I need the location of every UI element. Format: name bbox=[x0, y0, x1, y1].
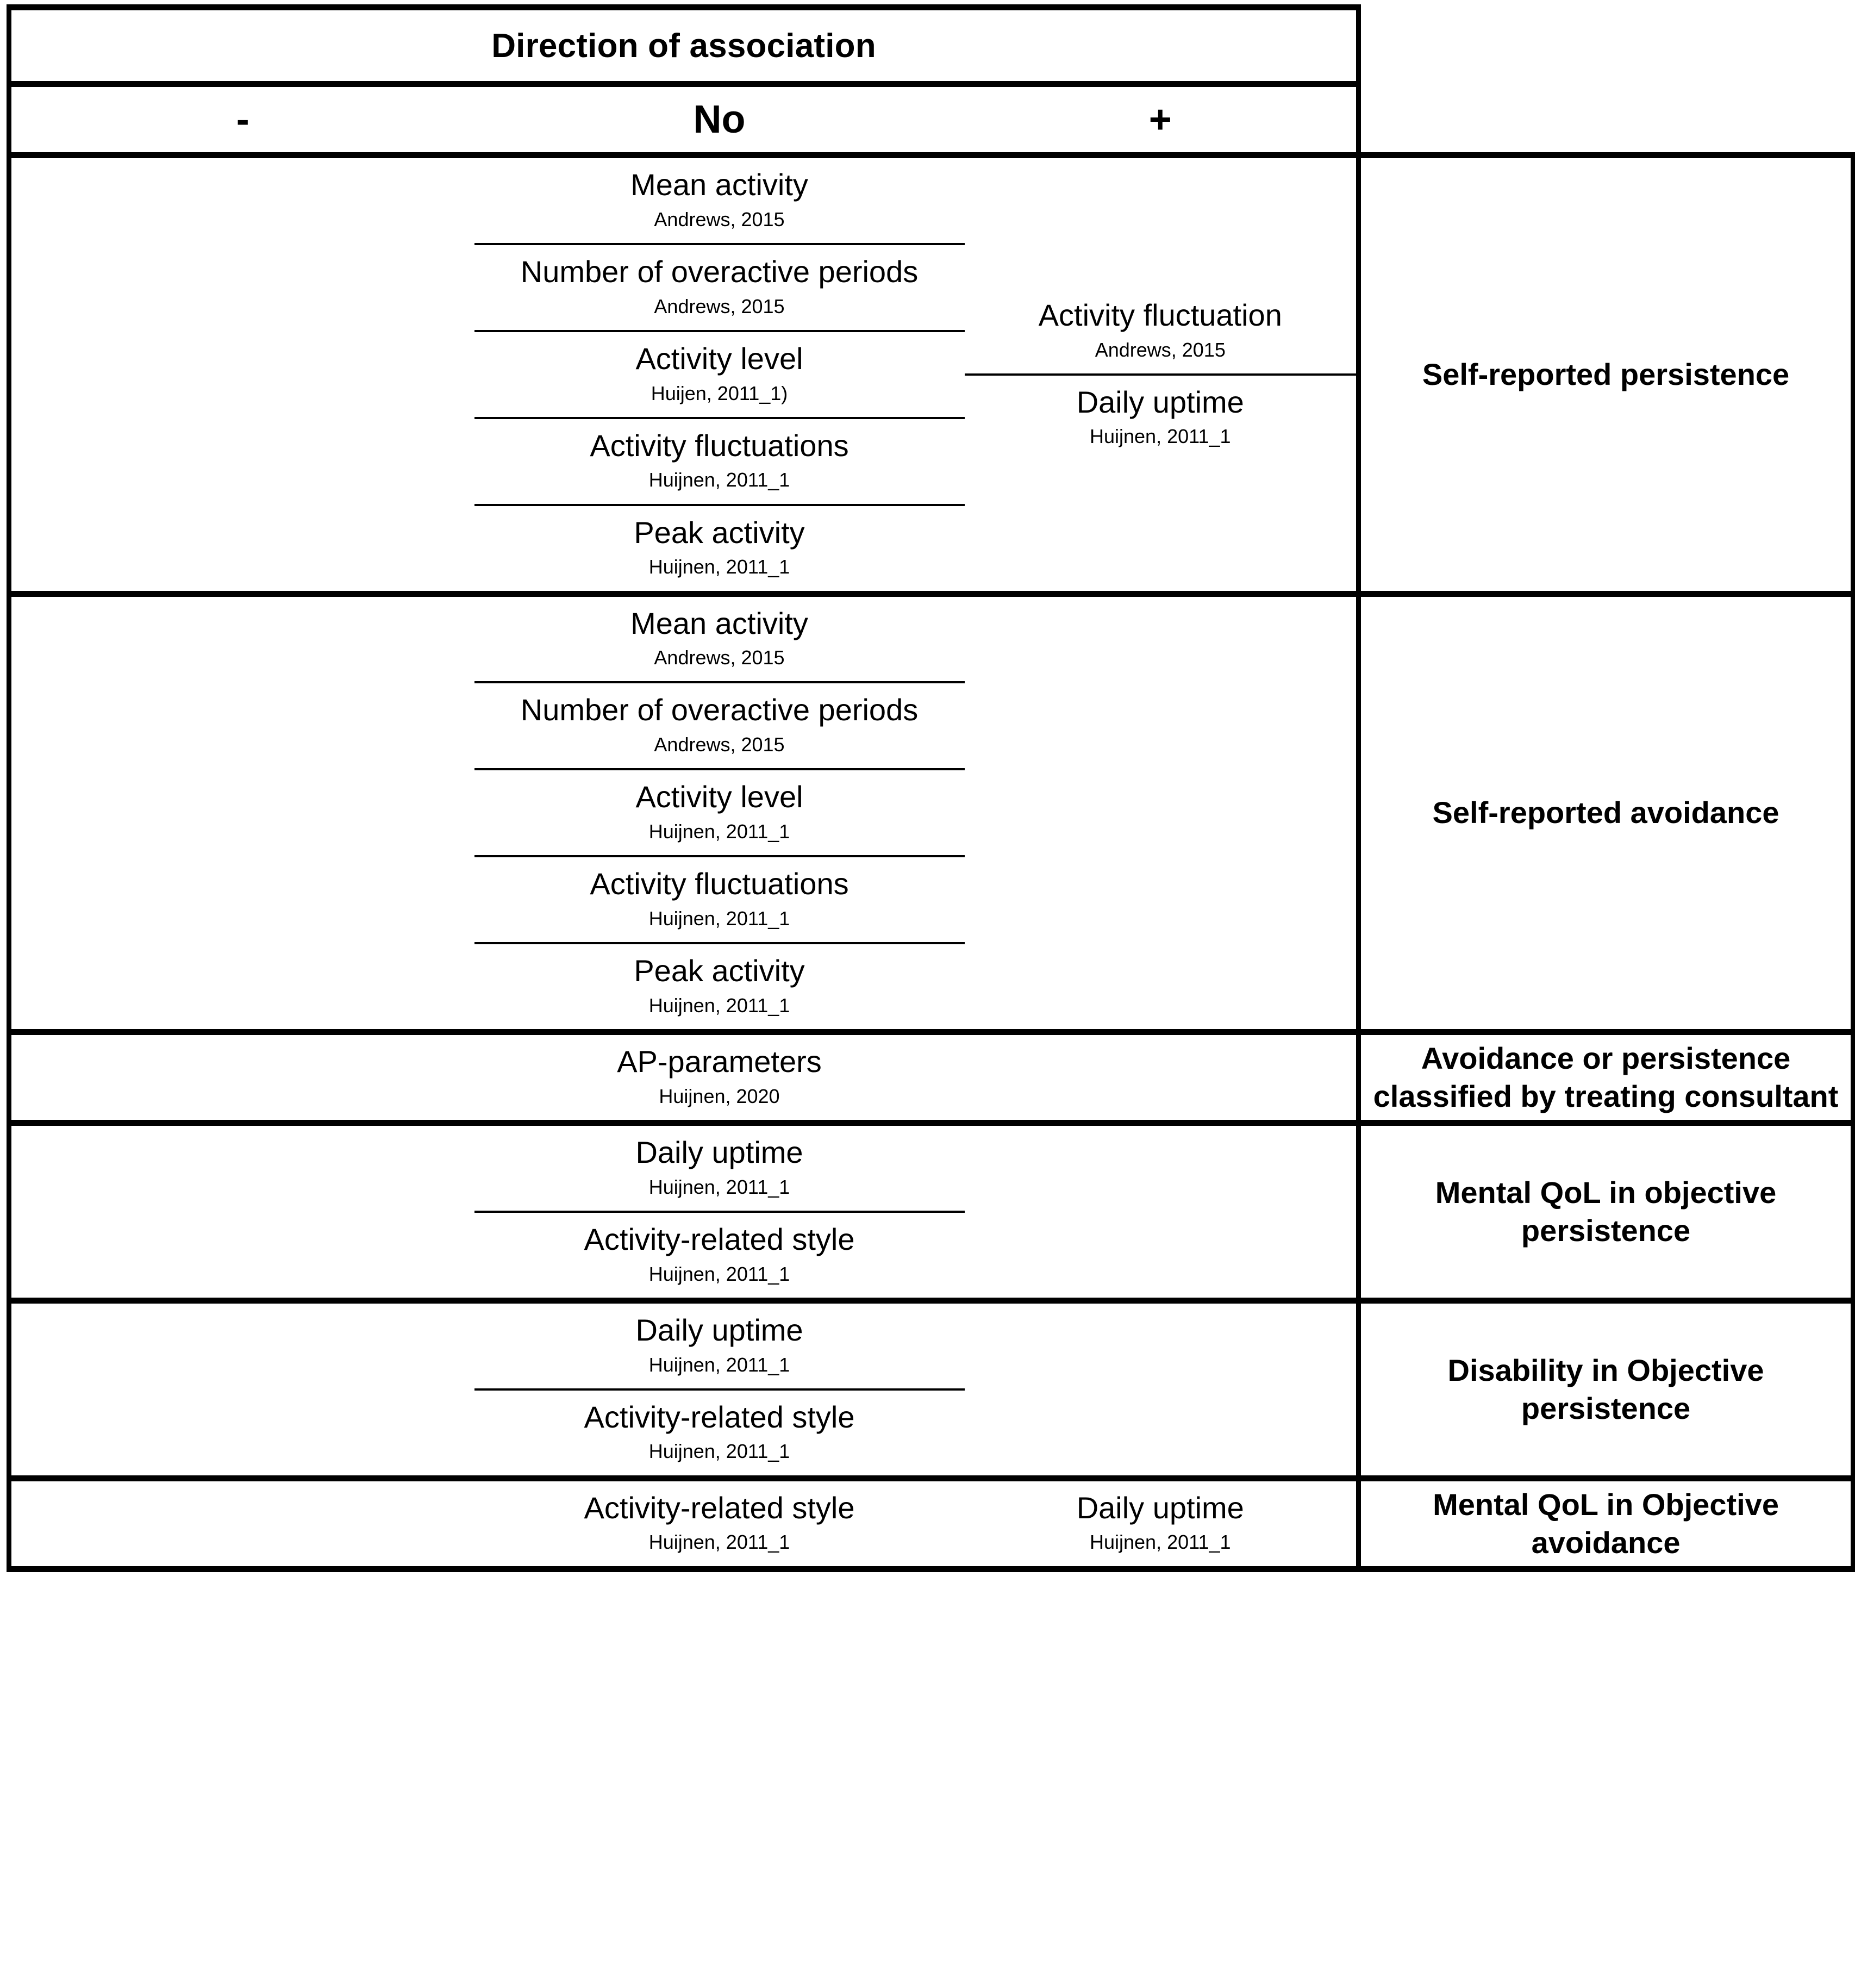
item-label: Activity level bbox=[635, 341, 803, 376]
cell-positive-5 bbox=[965, 1478, 1359, 1569]
outcome-label-3: Mental QoL in objective persistence bbox=[1359, 1123, 1853, 1300]
cell-negative-4 bbox=[9, 1300, 474, 1478]
item-label: Activity-related style bbox=[584, 1490, 855, 1525]
list-item-cell bbox=[474, 943, 965, 1029]
item-citation: Andrews, 2015 bbox=[654, 208, 785, 230]
cell-negative-2 bbox=[9, 1032, 474, 1123]
item-citation: Huijnen, 2011_1 bbox=[648, 469, 790, 491]
list-item-cell bbox=[474, 1126, 965, 1212]
cell-positive-0 bbox=[965, 155, 1359, 594]
cell-none-4-stack bbox=[474, 1304, 965, 1475]
item-label: Activity-related style bbox=[584, 1222, 855, 1256]
cell-none-0-stack bbox=[474, 158, 965, 591]
cell-none-2 bbox=[474, 1032, 965, 1123]
column-header-positive: + bbox=[965, 84, 1359, 155]
list-item-cell bbox=[474, 1481, 965, 1566]
table-header-row-direction bbox=[9, 84, 1853, 155]
cell-negative-5 bbox=[9, 1478, 474, 1569]
list-item-cell bbox=[474, 682, 965, 769]
item-citation: Huijnen, 2011_1 bbox=[648, 994, 790, 1017]
outcome-label-0: Self-reported persistence bbox=[1359, 155, 1853, 594]
list-item bbox=[474, 597, 965, 683]
item-label: Peak activity bbox=[634, 515, 805, 550]
list-item bbox=[474, 244, 965, 331]
item-label: Daily uptime bbox=[635, 1312, 803, 1347]
list-item-cell bbox=[474, 1389, 965, 1475]
cell-negative-0 bbox=[9, 155, 474, 594]
item-label: Mean activity bbox=[630, 167, 808, 202]
cell-none-0 bbox=[474, 155, 965, 594]
list-item-cell bbox=[474, 1035, 965, 1120]
table-row bbox=[9, 1123, 1853, 1300]
table-row bbox=[9, 1032, 1853, 1123]
cell-none-5-stack bbox=[474, 1481, 965, 1566]
table-container bbox=[7, 4, 1851, 1572]
item-citation: Huijnen, 2011_1 bbox=[648, 907, 790, 930]
cell-negative-3 bbox=[9, 1123, 474, 1300]
outcome-label-5: Mental QoL in Objective avoidance bbox=[1359, 1478, 1853, 1569]
list-item bbox=[474, 1389, 965, 1475]
cell-none-3 bbox=[474, 1123, 965, 1300]
item-label: Daily uptime bbox=[635, 1135, 803, 1169]
list-item-cell bbox=[474, 244, 965, 331]
cell-positive-1 bbox=[965, 594, 1359, 1032]
list-item-cell bbox=[474, 505, 965, 591]
direction-of-association-table bbox=[7, 4, 1855, 1572]
item-citation: Andrews, 2015 bbox=[1095, 338, 1226, 361]
cell-none-1-stack bbox=[474, 597, 965, 1030]
list-item-cell bbox=[965, 289, 1357, 375]
header-blank-cell bbox=[1359, 8, 1853, 84]
item-label: AP-parameters bbox=[617, 1044, 822, 1079]
list-item bbox=[474, 1304, 965, 1389]
item-citation: Huijen, 2011_1) bbox=[651, 382, 788, 404]
outcome-label-2: Avoidance or persistence classified by treating consultant bbox=[1359, 1032, 1853, 1123]
item-citation: Huijnen, 2011_1 bbox=[648, 1440, 790, 1463]
cell-none-4 bbox=[474, 1300, 965, 1478]
list-item bbox=[474, 1035, 965, 1120]
table-row bbox=[9, 594, 1853, 1032]
list-item-cell bbox=[474, 1212, 965, 1298]
list-item bbox=[474, 158, 965, 244]
cell-positive-5-stack bbox=[965, 1481, 1357, 1566]
cell-positive-3 bbox=[965, 1123, 1359, 1300]
list-item bbox=[965, 289, 1357, 375]
item-label: Activity fluctuations bbox=[590, 428, 849, 463]
outcome-label-4: Disability in Objective persistence bbox=[1359, 1300, 1853, 1478]
table-row bbox=[9, 155, 1853, 594]
list-item-cell bbox=[965, 375, 1357, 460]
list-item bbox=[474, 331, 965, 418]
item-citation: Huijnen, 2011_1 bbox=[1089, 1531, 1231, 1554]
cell-none-3-stack bbox=[474, 1126, 965, 1298]
column-header-none: No bbox=[474, 84, 965, 155]
item-label: Number of overactive periods bbox=[520, 254, 919, 289]
list-item bbox=[965, 1481, 1357, 1566]
list-item-cell bbox=[474, 597, 965, 683]
item-label: Daily uptime bbox=[1076, 384, 1244, 419]
list-item bbox=[474, 682, 965, 769]
item-citation: Huijnen, 2011_1 bbox=[1089, 425, 1231, 448]
list-item bbox=[474, 1212, 965, 1298]
list-item bbox=[474, 1126, 965, 1212]
list-item bbox=[474, 1481, 965, 1566]
item-citation: Huijnen, 2020 bbox=[659, 1085, 780, 1107]
item-citation: Andrews, 2015 bbox=[654, 733, 785, 756]
table-row bbox=[9, 1300, 1853, 1478]
cell-negative-1 bbox=[9, 594, 474, 1032]
item-label: Activity-related style bbox=[584, 1399, 855, 1434]
item-citation: Huijnen, 2011_1 bbox=[648, 1531, 790, 1554]
item-citation: Huijnen, 2011_1 bbox=[648, 820, 790, 843]
item-citation: Andrews, 2015 bbox=[654, 295, 785, 317]
cell-none-2-stack bbox=[474, 1035, 965, 1120]
cell-positive-0-stack bbox=[965, 289, 1357, 460]
list-item bbox=[965, 375, 1357, 460]
item-label: Number of overactive periods bbox=[520, 693, 919, 727]
list-item bbox=[474, 856, 965, 943]
list-item-cell bbox=[474, 856, 965, 943]
item-citation: Huijnen, 2011_1 bbox=[648, 556, 790, 578]
outcome-label-1: Self-reported avoidance bbox=[1359, 594, 1853, 1032]
list-item bbox=[474, 505, 965, 591]
cell-positive-4 bbox=[965, 1300, 1359, 1478]
table-row bbox=[9, 1478, 1853, 1569]
list-item bbox=[474, 943, 965, 1029]
cell-positive-2 bbox=[965, 1032, 1359, 1123]
item-label: Mean activity bbox=[630, 606, 808, 640]
item-citation: Andrews, 2015 bbox=[654, 646, 785, 669]
header-blank-cell-outcome bbox=[1359, 84, 1853, 155]
table-title-cell: Direction of association bbox=[9, 8, 1359, 84]
item-label: Peak activity bbox=[634, 954, 805, 988]
table-header-row-title bbox=[9, 8, 1853, 84]
list-item-cell bbox=[965, 1481, 1357, 1566]
item-citation: Huijnen, 2011_1 bbox=[648, 1262, 790, 1285]
list-item bbox=[474, 769, 965, 856]
list-item-cell bbox=[474, 1304, 965, 1389]
list-item-cell bbox=[474, 418, 965, 505]
list-item-cell bbox=[474, 331, 965, 418]
cell-none-5 bbox=[474, 1478, 965, 1569]
list-item-cell bbox=[474, 158, 965, 244]
item-label: Activity fluctuations bbox=[590, 867, 849, 901]
item-citation: Huijnen, 2011_1 bbox=[648, 1175, 790, 1198]
item-label: Daily uptime bbox=[1076, 1490, 1244, 1525]
item-label: Activity fluctuation bbox=[1038, 297, 1282, 332]
list-item bbox=[474, 418, 965, 505]
item-label: Activity level bbox=[635, 780, 803, 814]
column-header-negative: - bbox=[9, 84, 474, 155]
cell-none-1 bbox=[474, 594, 965, 1032]
item-citation: Huijnen, 2011_1 bbox=[648, 1353, 790, 1376]
list-item-cell bbox=[474, 769, 965, 856]
